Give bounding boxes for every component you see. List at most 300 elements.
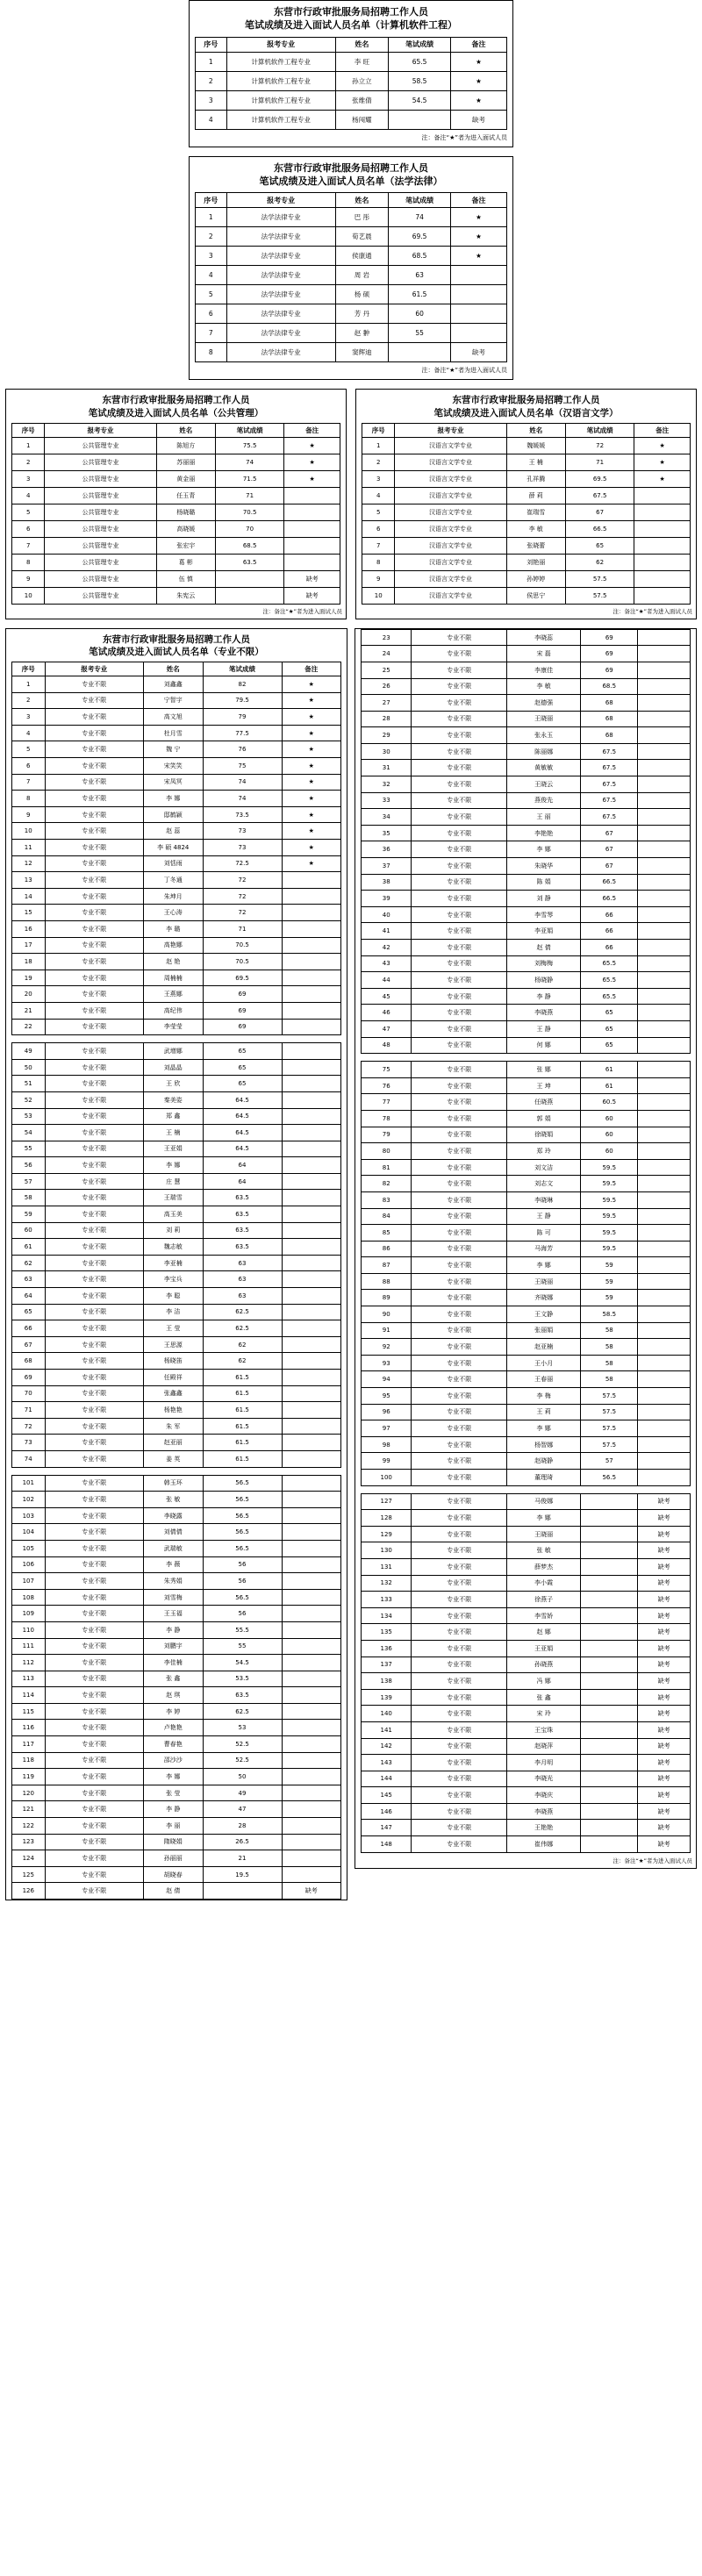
cell-major: 专业不限 [45, 692, 144, 709]
cell-major: 法学法律专业 [226, 324, 335, 343]
cell-remark: 缺考 [451, 343, 507, 362]
cell-index: 1 [12, 676, 46, 693]
table-row [362, 1640, 691, 1657]
cell-remark [638, 743, 691, 760]
cell-remark [282, 1589, 341, 1606]
cell-remark [282, 1288, 341, 1305]
table-row [362, 743, 691, 760]
cell-name: 赵 倩 [144, 1883, 204, 1900]
cell-score: 60.5 [581, 1094, 638, 1111]
cell-remark: 缺考 [638, 1787, 691, 1804]
cell-index: 101 [12, 1475, 46, 1492]
cell-index: 44 [362, 972, 412, 989]
cell-index: 27 [362, 695, 412, 712]
section-unlimited-left-box [5, 628, 347, 1900]
table-row [362, 1803, 691, 1820]
cell-score: 71 [565, 454, 634, 470]
section-row-admin-chinese [0, 389, 702, 619]
table-row [362, 537, 691, 554]
cell-name: 李 璐 [144, 920, 204, 937]
cell-score [581, 1771, 638, 1787]
cell-major: 专业不限 [412, 1657, 507, 1673]
cell-name: 王文静 [507, 1306, 581, 1323]
cell-remark [638, 678, 691, 695]
cell-major: 专业不限 [45, 937, 144, 954]
cell-name: 任玉青 [156, 487, 215, 504]
cell-remark [282, 1687, 341, 1704]
cell-score: 58 [581, 1339, 638, 1356]
cell-score: 70.5 [203, 954, 282, 970]
cell-index: 10 [362, 587, 395, 604]
col-name: 姓名 [156, 423, 215, 437]
col-major: 报考专业 [395, 423, 506, 437]
cell-score [581, 1640, 638, 1657]
cell-major: 专业不限 [412, 1420, 507, 1437]
cell-name: 王晓丽 [507, 711, 581, 727]
col-name: 姓名 [335, 193, 388, 208]
cell-major: 专业不限 [45, 1736, 144, 1753]
cell-remark: ★ [282, 791, 341, 807]
cell-name: 李 静 [507, 988, 581, 1005]
cell-name: 孙丽丽 [144, 1850, 204, 1867]
cell-remark [282, 1190, 341, 1206]
cell-index: 50 [12, 1059, 46, 1076]
cell-score: 71 [215, 487, 284, 504]
col-name: 姓名 [335, 37, 388, 52]
cell-name: 邵沙沙 [144, 1752, 204, 1769]
cell-index: 103 [12, 1507, 46, 1524]
cell-name: 李 静 [144, 1621, 204, 1638]
cell-remark [638, 1355, 691, 1371]
cell-name: 高玉美 [144, 1206, 204, 1223]
cell-name: 张维倩 [335, 90, 388, 110]
cell-index: 10 [12, 587, 45, 604]
cell-score: 67.5 [581, 743, 638, 760]
cell-score: 60 [389, 304, 451, 324]
cell-name: 杨晓笛 [144, 1353, 204, 1370]
cell-index: 110 [12, 1621, 46, 1638]
table-row [12, 1222, 341, 1239]
cell-name: 李 丽 [144, 1818, 204, 1835]
cell-index: 22 [12, 1019, 46, 1035]
cell-name: 王春丽 [507, 1371, 581, 1388]
cell-index: 34 [362, 809, 412, 826]
cell-name: 李雪娇 [507, 1607, 581, 1624]
table-publicadmin [11, 423, 340, 605]
table-row [12, 1370, 341, 1386]
cell-major: 专业不限 [412, 809, 507, 826]
table-row [362, 1257, 691, 1274]
cell-remark [284, 554, 340, 570]
section-unlimited-note: 注：备注“★”者为进入面试人员 [612, 1857, 692, 1864]
cell-remark [282, 1720, 341, 1736]
table-row [12, 1589, 341, 1606]
cell-remark [282, 1402, 341, 1419]
table-row [12, 1475, 341, 1492]
cell-remark [638, 1404, 691, 1420]
cell-remark [638, 1339, 691, 1356]
table-row [362, 1436, 691, 1453]
cell-score: 60 [581, 1127, 638, 1143]
cell-name: 李晓露 [144, 1507, 204, 1524]
cell-remark [638, 906, 691, 923]
cell-name: 张丽娟 [507, 1322, 581, 1339]
col-index: 序号 [362, 423, 395, 437]
cell-index: 53 [12, 1108, 46, 1125]
cell-remark: 缺考 [638, 1510, 691, 1527]
cell-name: 韩玉环 [144, 1475, 204, 1492]
cell-index: 13 [12, 872, 46, 889]
cell-name: 葛 彬 [156, 554, 215, 570]
cell-name: 陈丽娜 [507, 743, 581, 760]
cell-score: 68.5 [389, 247, 451, 266]
cell-name: 高纪伟 [144, 1002, 204, 1019]
cell-index: 24 [362, 646, 412, 662]
cell-major: 专业不限 [45, 774, 144, 791]
table-row [12, 840, 341, 856]
cell-score: 47 [203, 1801, 282, 1818]
table-row [362, 662, 691, 678]
cell-score: 58 [581, 1322, 638, 1339]
table-row [362, 1738, 691, 1755]
cell-remark: 缺考 [638, 1673, 691, 1690]
cell-major: 公共管理专业 [45, 537, 156, 554]
cell-remark [282, 1769, 341, 1785]
cell-name: 李 娜 [144, 1769, 204, 1785]
table-row [12, 504, 340, 520]
section-computer-note: 注：备注“★”者为进入面试人员 [421, 133, 507, 141]
table-row [362, 437, 691, 454]
cell-remark [282, 1239, 341, 1256]
cell-score: 57.5 [581, 1404, 638, 1420]
cell-index: 79 [362, 1127, 412, 1143]
cell-name: 何 娜 [507, 1037, 581, 1054]
cell-name: 李 旺 [335, 52, 388, 71]
cell-index: 4 [196, 266, 227, 285]
cell-index: 148 [362, 1836, 412, 1853]
table-row [362, 1339, 691, 1356]
cell-index: 70 [12, 1385, 46, 1402]
title-line2: 笔试成绩及进入面试人员名单（法学法律） [259, 175, 443, 187]
cell-name: 张 娜 [507, 1062, 581, 1078]
cell-remark [638, 1290, 691, 1306]
table-row [196, 52, 507, 71]
col-major: 报考专业 [226, 193, 335, 208]
cell-major: 专业不限 [412, 1371, 507, 1388]
table-row [12, 1507, 341, 1524]
cell-name: 魏 宁 [144, 741, 204, 758]
cell-index: 2 [196, 71, 227, 90]
cell-remark: 缺考 [638, 1592, 691, 1608]
cell-remark [282, 1621, 341, 1638]
cell-remark [638, 1322, 691, 1339]
cell-remark [638, 760, 691, 776]
cell-score [389, 343, 451, 362]
table-row [12, 806, 341, 823]
cell-index: 66 [12, 1320, 46, 1337]
cell-score: 57 [581, 1453, 638, 1470]
cell-index: 95 [362, 1388, 412, 1405]
section-unlimited [0, 628, 702, 1900]
cell-major: 专业不限 [412, 1005, 507, 1021]
cell-index: 1 [12, 437, 45, 454]
cell-index: 23 [362, 629, 412, 646]
table-header-row [196, 193, 507, 208]
cell-major: 专业不限 [412, 1526, 507, 1542]
table-row [12, 587, 340, 604]
cell-index: 80 [362, 1143, 412, 1160]
cell-major: 专业不限 [45, 1108, 144, 1125]
cell-name: 王思源 [144, 1336, 204, 1353]
cell-major: 专业不限 [412, 1607, 507, 1624]
cell-index: 136 [362, 1640, 412, 1657]
cell-major: 专业不限 [412, 891, 507, 907]
table-row [362, 1020, 691, 1037]
table-row [12, 1239, 341, 1256]
cell-name: 朱宪云 [156, 587, 215, 604]
cell-score: 69 [203, 986, 282, 1003]
cell-remark: ★ [282, 676, 341, 693]
cell-remark [282, 1385, 341, 1402]
cell-major: 专业不限 [45, 1687, 144, 1704]
cell-name: 孙立立 [335, 71, 388, 90]
cell-remark [282, 1834, 341, 1850]
cell-index: 82 [362, 1176, 412, 1192]
table-row [362, 1273, 691, 1290]
table-row [362, 570, 691, 587]
table-row [12, 692, 341, 709]
cell-remark [638, 646, 691, 662]
table-row [362, 858, 691, 875]
cell-major: 专业不限 [45, 1157, 144, 1174]
cell-index: 98 [362, 1436, 412, 1453]
cell-name: 赵晓萍 [507, 1738, 581, 1755]
cell-remark: 缺考 [284, 587, 340, 604]
cell-index: 30 [362, 743, 412, 760]
cell-remark [282, 1785, 341, 1801]
cell-index: 97 [362, 1420, 412, 1437]
table-row [362, 1290, 691, 1306]
cell-remark [638, 923, 691, 940]
cell-score: 70.5 [215, 504, 284, 520]
section-publicadmin-box [5, 389, 347, 619]
cell-major: 专业不限 [45, 1752, 144, 1769]
cell-index: 77 [362, 1094, 412, 1111]
cell-score: 65 [565, 537, 634, 554]
table-row [12, 888, 341, 905]
cell-remark [282, 1866, 341, 1883]
table-row [362, 1493, 691, 1510]
cell-name: 朱坤月 [144, 888, 204, 905]
col-remark: 备注 [451, 37, 507, 52]
cell-major: 专业不限 [412, 1127, 507, 1143]
cell-major: 计算机软件工程专业 [226, 71, 335, 90]
cell-name: 高艳娜 [144, 937, 204, 954]
cell-index: 2 [12, 454, 45, 470]
table-row [362, 520, 691, 537]
cell-score: 55.5 [203, 1621, 282, 1638]
table-row [196, 343, 507, 362]
cell-remark [284, 487, 340, 504]
cell-name: 李 静 [144, 1801, 204, 1818]
cell-remark [282, 1255, 341, 1271]
cell-remark: ★ [282, 855, 341, 872]
cell-remark: ★ [451, 208, 507, 227]
cell-score: 56.5 [203, 1507, 282, 1524]
cell-major: 专业不限 [45, 1239, 144, 1256]
cell-remark [282, 1035, 341, 1043]
table-row [362, 646, 691, 662]
section-computer-box [189, 0, 513, 147]
cell-score: 57.5 [581, 1420, 638, 1437]
cell-name: 邸鹤颖 [144, 806, 204, 823]
cell-score: 64 [203, 1157, 282, 1174]
cell-name: 郭 娟 [507, 1110, 581, 1127]
cell-score: 66 [581, 940, 638, 956]
cell-major: 专业不限 [412, 1208, 507, 1225]
cell-score [581, 1721, 638, 1738]
table-row [362, 1607, 691, 1624]
cell-name: 刘恬雨 [144, 855, 204, 872]
cell-major: 公共管理专业 [45, 587, 156, 604]
cell-score: 69 [581, 662, 638, 678]
cell-score: 63 [389, 266, 451, 285]
cell-name: 刘梅梅 [507, 955, 581, 972]
cell-index: 31 [362, 760, 412, 776]
cell-remark [638, 972, 691, 989]
cell-index: 17 [12, 937, 46, 954]
cell-score: 64 [203, 1173, 282, 1190]
cell-name: 孙婷婷 [506, 570, 565, 587]
section-unlimited-right-box [355, 628, 697, 1869]
cell-major: 专业不限 [412, 906, 507, 923]
cell-score: 55 [203, 1638, 282, 1655]
table-row [12, 1173, 341, 1190]
cell-name: 杨晓璐 [156, 504, 215, 520]
table-header-row [12, 423, 340, 437]
cell-major: 专业不限 [45, 1255, 144, 1271]
table-row [362, 1037, 691, 1054]
cell-major: 专业不限 [412, 1241, 507, 1257]
cell-major: 专业不限 [45, 1606, 144, 1622]
cell-major: 专业不限 [45, 1353, 144, 1370]
cell-name: 李晓燕 [507, 1005, 581, 1021]
cell-major: 专业不限 [45, 1834, 144, 1850]
cell-major: 专业不限 [45, 1043, 144, 1060]
cell-score: 75.5 [215, 437, 284, 454]
cell-index: 127 [362, 1493, 412, 1510]
cell-score [581, 1755, 638, 1771]
cell-major: 公共管理专业 [45, 437, 156, 454]
cell-remark: ★ [282, 741, 341, 758]
table-row [362, 1787, 691, 1804]
cell-index: 7 [196, 324, 227, 343]
cell-name: 李 敏 [506, 520, 565, 537]
cell-index: 25 [362, 662, 412, 678]
table-row [362, 923, 691, 940]
cell-index: 43 [362, 955, 412, 972]
cell-score: 53 [203, 1720, 282, 1736]
cell-name: 巴 彤 [335, 208, 388, 227]
cell-score [581, 1787, 638, 1804]
table-row [12, 725, 341, 741]
cell-remark [638, 1191, 691, 1208]
cell-remark [282, 1467, 341, 1475]
table-row [362, 1689, 691, 1706]
cell-index: 76 [362, 1077, 412, 1094]
cell-major: 专业不限 [412, 988, 507, 1005]
cell-remark [638, 727, 691, 744]
table-row [12, 1059, 341, 1076]
cell-major: 专业不限 [412, 1225, 507, 1241]
cell-score: 58.5 [389, 71, 451, 90]
cell-name: 王 莹 [144, 1320, 204, 1337]
table-row [362, 1143, 691, 1160]
cell-major: 计算机软件工程专业 [226, 52, 335, 71]
cell-name: 丁冬通 [144, 872, 204, 889]
cell-remark: 缺考 [638, 1836, 691, 1853]
cell-index: 4 [12, 725, 46, 741]
cell-index: 5 [196, 285, 227, 304]
cell-name: 齐晓娜 [507, 1290, 581, 1306]
table-row [362, 711, 691, 727]
col-index: 序号 [12, 662, 46, 676]
cell-major: 专业不限 [45, 970, 144, 986]
cell-name: 王 欣 [144, 1076, 204, 1092]
col-major: 报考专业 [226, 37, 335, 52]
cell-score: 79 [203, 709, 282, 726]
cell-name: 王 楠 [144, 1125, 204, 1141]
section-chinese-box [355, 389, 697, 619]
cell-remark [638, 1306, 691, 1323]
cell-remark [282, 1752, 341, 1769]
cell-index: 28 [362, 711, 412, 727]
cell-remark [282, 1556, 341, 1573]
col-score: 笔试成绩 [565, 423, 634, 437]
table-body-unlimited-left [12, 676, 341, 1900]
cell-remark: ★ [282, 725, 341, 741]
cell-major: 汉语言文学专业 [395, 470, 506, 487]
cell-major: 专业不限 [45, 1288, 144, 1305]
table-row [12, 872, 341, 889]
title-line2: 笔试成绩及进入面试人员名单（公共管理） [88, 407, 264, 419]
cell-name [507, 1485, 581, 1493]
cell-index: 6 [196, 304, 227, 324]
cell-remark: 缺考 [638, 1607, 691, 1624]
cell-score: 62 [203, 1336, 282, 1353]
cell-remark [282, 1818, 341, 1835]
cell-remark [282, 1475, 341, 1492]
cell-index: 147 [362, 1820, 412, 1836]
cell-major: 专业不限 [412, 1388, 507, 1405]
cell-index [362, 1054, 412, 1062]
title-line1: 东营市行政审批服务局招聘工作人员 [274, 161, 428, 174]
cell-major: 专业不限 [45, 1655, 144, 1671]
cell-major: 专业不限 [45, 905, 144, 921]
cell-index: 124 [12, 1850, 46, 1867]
cell-index: 46 [362, 1005, 412, 1021]
table-row [12, 774, 341, 791]
cell-index: 3 [12, 709, 46, 726]
cell-index: 1 [196, 208, 227, 227]
cell-index: 8 [12, 554, 45, 570]
cell-index: 104 [12, 1524, 46, 1541]
cell-remark [282, 1418, 341, 1435]
cell-index: 137 [362, 1657, 412, 1673]
table-row [12, 1288, 341, 1305]
cell-major: 专业不限 [45, 1336, 144, 1353]
cell-major: 计算机软件工程专业 [226, 110, 335, 129]
